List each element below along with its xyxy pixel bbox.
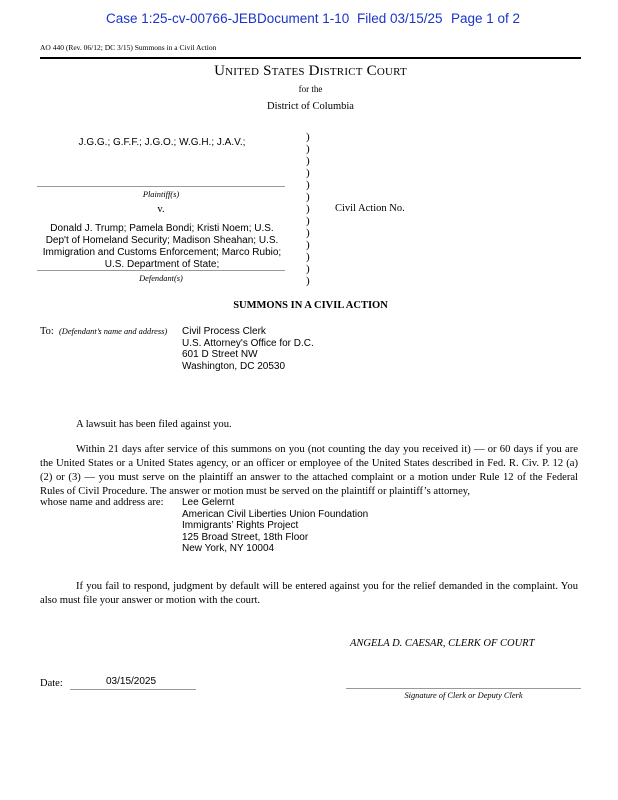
plaintiffs-names: J.G.G.; G.F.F.; J.G.O.; W.G.H.; J.A.V.; (78, 137, 246, 148)
lawsuit-notice: A lawsuit has been filed against you. (76, 419, 232, 430)
paren-column: ) ) ) ) ) ) ) ) ) ) ) ) ) (306, 131, 310, 287)
address-line: Civil Process Clerk (182, 326, 266, 337)
versus: v. (157, 204, 165, 215)
default-warning: If you fail to respond, judgment by default will be entered against you for the relief demanded in the complaint. You also must file your answer or motion with the court. (40, 581, 578, 606)
attorney-line: New York, NY 10004 (182, 543, 275, 554)
defendant-address (182, 326, 314, 372)
for-the: for the (298, 84, 323, 94)
to-label: To: (40, 326, 54, 337)
defendants-label: Defendant(s) (139, 274, 183, 283)
date-value: 03/15/2025 (106, 676, 157, 687)
defendants-rule (37, 270, 285, 271)
date-label: Date: (40, 678, 63, 689)
address-line: 601 D Street NW (182, 349, 258, 360)
summons-title: SUMMONS IN A CIVIL ACTION (233, 300, 388, 311)
top-rule (40, 57, 581, 59)
district-name: District of Columbia (267, 101, 354, 112)
response-instructions: Within 21 days after service of this summons on you (not counting the day you received it) — or 60 days if you are the United States or a United States agency, or an officer or employee of the United States described in Fed. R. Civ. P. 12 (a)(2) or (3) — you must serve on the plaintiff an answer to the attached complaint or a motion under Rule 12 of the Federal Rules of Civil Procedure. The answer or motion must be served on the plaintiff or plaintiff’s attorney, (40, 444, 578, 497)
filed-date: Filed 03/15/25 (357, 11, 443, 26)
signature-rule (346, 688, 581, 689)
civil-action-label: Civil Action No. (335, 203, 405, 214)
case-number: Case 1:25-cv-00766-JEB (106, 11, 257, 26)
address-line: U.S. Attorney's Office for D.C. (182, 337, 314, 349)
form-id: AO 440 (Rev. 06/12; DC 3/15) Summons in a Civil Action (40, 43, 217, 52)
address-line: Washington, DC 20530 (182, 360, 286, 372)
document-number: Document 1-10 (257, 11, 350, 26)
page-indicator: Page 1 of 2 (451, 11, 521, 26)
to-sublabel: (Defendant’s name and address) (59, 327, 168, 336)
attorney-intro: whose name and address are: (40, 497, 164, 508)
signature-label: Signature of Clerk or Deputy Clerk (404, 691, 523, 700)
plaintiffs-rule (37, 186, 285, 187)
attorney-line: American Civil Liberties Union Foundation (182, 508, 369, 520)
clerk-name: ANGELA D. CAESAR, CLERK OF COURT (350, 638, 535, 649)
attorney-line: 125 Broad Street, 18th Floor (182, 531, 309, 543)
plaintiffs-label: Plaintiff(s) (142, 190, 180, 199)
attorney-line: Lee Gelernt (182, 497, 235, 508)
attorney-address (182, 497, 368, 555)
attorney-line: Immigrants’ Rights Project (182, 520, 299, 531)
defendants-names: Donald J. Trump; Pamela Bondi; Kristi Noem; U.S. Dep't of Homeland Security; Madison Sheahan; U.S. Immigration and Customs Enforcement; Marco Rubio; U.S. Department of State; (42, 223, 282, 270)
court-title: United States District Court (214, 63, 407, 79)
date-rule (70, 689, 196, 690)
